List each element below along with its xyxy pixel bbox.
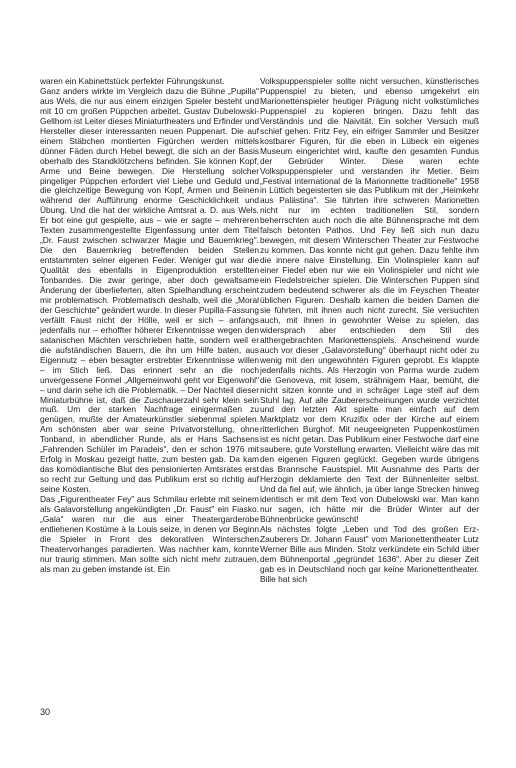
paragraph: Als nächstes folgte „Leben und Tod des großen Erz-Zauberers Dr. Johann Faust" vom Marionettentheater Lutz Werner Bille aus Minden. Stolz verkündete ein Schild über dem Bühnenportal „gegründet 1636". Aber zu dieser Zeit gab es in Deutschland noch gar keine Marionettentheater. Bille hat sich	[260, 523, 479, 584]
paragraph: Ganz anders wirkte im Vergleich dazu die Bühne „Pupilla" aus Wels, die nur aus einem einzigen Spieler besteht und mit 10 cm großen Püppchen arbeitet. Gustav Dubelowski-Gellhorn ist Leiter dieses Miniaturtheaters und Erfinder und Hersteller dieser interessanten neuen Puppenart. Die auf einem Stäbchen montierten Figürchen werden mittels dünner Fäden durch Hebel bewegt, die sich an der Basis oberhalb des Standklötzchens befinden. Sie können Kopf, Arme und Beine bewegen. Die Herstellung solcher pingeliger Püppchen erfordert viel Liebe und Geduld und die gleichzeitige Bewegung von Kopf, Armen und Beinen während der Aufführung enorme Geschicklichkeit und Übung. Und die hat der wirkliche Amtsrat a. D. aus Wels. Er bot eine gut gespielte, aus – wie er sagte – mehreren Texten zusammengestellte Eigenfassung unter dem Titel „Dr. Faust zwischen schwarzer Magie und Bauernkrieg". Die den Bauernkrieg betreffenden beiden Stellen entstammten seiner eigenen Feder. Weniger gut war die Qualität des ebenfalls in Eigenproduktion erstellten Tonbandes. Die zwar geringe, aber doch gewaltsame Änderung der überlieferten, alten Spielhandlung erscheint mir problematisch. Problematisch deshalb, weil die „Moral der Geschichte" geändert wurde. In dieser Pupilla-Fassung verfällt Faust nicht der Hölle, weil er sich – anfangs jedenfalls nur – erhoffter höherer Erkenntnisse wegen den satanischen Mächten verschrieben hatte, sondern weil er die aufständischen Bauern, die ihn um Hilfe baten, aus Eigennutz – eben besagter erstrebter Erkenntnisse willen – im Stich ließ. Das erinnert sehr an die noch unvergessene Formel „Allgemeinwohl geht vor Eigenwohl" – und darin sehe ich die Problematik. – Der Nachteil dieser Miniaturbühne ist, daß die Zuschauerzahl sehr klein sein muß. Um der starken Nachfrage einigermaßen zu genügen, mußte der Amateurkünstler siebenmal spielen. Am schönsten aber war seine Privatvorstellung, ohne Tonband, in abendlicher Runde, als er Hans Sachsens „Fahrenden Schüler im Paradeis", den er schon 1976 mit Erfolg in Moskau gezeigt hatte, zum besten gab. Da kam das komödiantische Blut des pensionierten Amtsrates erst so recht zur Geltung und das Publikum erst so richtig auf seine Kosten.	[40, 85, 259, 495]
paragraph: Das „Figurentheater Fey" aus Schmilau erlebte mit seinem als Galavorstellung angekündigten „Dr. Faust" ein Fiasko. „Gala" waren nur die aus einer Theatergarderobe entliehenen Kostüme à la Louis seize, in denen vor Beginn die Spieler in Front des dekorativen Winterschen Theatervorhanges paradierten. Was nachher kam, konnte nur traurig stimmen. Man sollte sich nicht mehr zutrauen, als man zu geben imstande ist. Ein	[40, 494, 259, 574]
page-number: 30	[40, 707, 51, 717]
right-text-column	[260, 77, 479, 585]
paragraph: Volkspuppenspieler sollte nicht versuchen, künstlerisches Puppenspiel zu bieten, und ebenso umgekehrt ein Marionettenspieler heutiger Prägung nicht volkstümliches Puppenspiel zu kopieren bringen. Dazu fehlt das Verständnis und die Naivität. Ein solcher Versuch muß schief gehen. Fritz Fey, ein eifriger Sammler und Besitzer kostbarer Figuren, für die eben in Lübeck ein eigenes Museum eingerichtet wird, kaufte den gesamten Fundus der Gebrüder Winter. Diese waren echte Volkspuppenspieler und verstanden ihr Metier. Beim „Festival international de la Marionnette traditionelle" 1958 in Lüttich begeisterten sie das Publikum mit der „Heimkehr aus Palästina". Sie führten ihre schweren Marionetten nicht nur im echten traditionellen Stil, sondern beherrschten auch noch die alte Bühnensprache mit dem falsch betonten Pathos. Und Fey ließ sich nun dazu bewegen, mit diesem Winterschen Theater zur Festwoche zu kommen. Das konnte nicht gut gehen. Dazu fehlte ihm die innere naive Einstellung. Ein Violinspieler kann auf einer Fiedel eben nur wie ein Violinspieler und nicht wie ein Fiedelstreicher spielen. Die Winterschen Puppen sind zudem bedeutend schwerer als die im Feyschen Theater üblichen Figuren. Deshalb kamen die beiden Damen die sie führten, mit ihnen auch nicht zurecht. Sie versuchten auch, mit ihnen in gewohnter Weise zu spielen, das widersprach aber entschieden dem Stil des althergebrachten Marionettenspiels. Anscheinend wurde auch vor dieser „Galavorstellung" überhaupt nicht oder zu wenig mit den ungewohnten Figuren geprobt. Es klappte jedenfalls nichts. Als Herzogin von Parma wurde zudem die Genoveva, mit losem, strähnigem Haar, bemüht, die nicht sitzen konnte und in schräger Lage steif auf dem Stuhl lag. Auf alle Zaubererscheinungen wurde verzichtet und den letzten Akt spielte man einfach auf dem Marktplatz vor dem Kruzifix oder der Kirche auf einem ritterlichen Burghof. Mit neugeeigneten Puppenkostümen ist es nicht getan. Das Publikum einer Festwoche darf eine saubere, gute Vorstellung erwarten. Vielleicht wäre das mit den eigenen Figuren geglückt. Gegeben wurde übrigens das Brannsche Faustspiel. Mit Ausnahme des Parts der Herzogin deklamierte den Text der Bühnenleiter selbst. Und da fiel auf, wie ähnlich, ja über lange Strecken hinweg identisch er mit dem Text von Dubelowski war. Man kann nur sagen, ich hätte mir die Brüder Winter auf der Bühnenbrücke gewünscht!	[260, 76, 479, 524]
left-text-column	[40, 77, 259, 575]
paragraph: waren ein Kabinettstück perfekter Führungskunst.	[40, 76, 225, 86]
